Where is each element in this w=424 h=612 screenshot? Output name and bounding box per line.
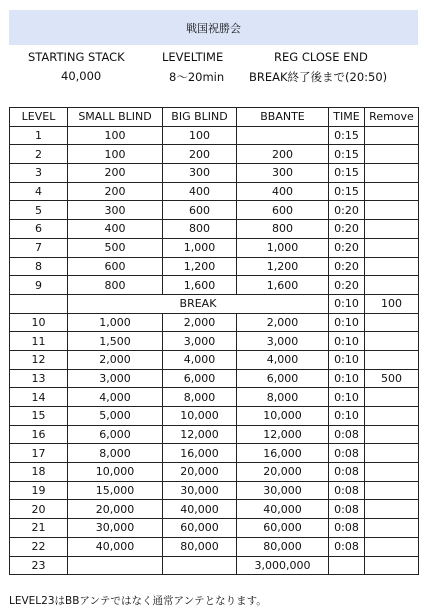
level-cell: 20 (10, 500, 68, 519)
table-row (10, 201, 419, 220)
remove-cell (365, 556, 419, 575)
table-row (10, 238, 419, 257)
bb-ante-cell: 20,000 (237, 463, 329, 482)
time-cell (329, 556, 365, 575)
remove-cell (365, 313, 419, 332)
table-row (10, 388, 419, 407)
small-blind-cell: 8,000 (68, 444, 163, 463)
table-header-row (10, 108, 419, 127)
level-cell: 15 (10, 407, 68, 426)
bb-ante-cell: 40,000 (237, 500, 329, 519)
table-row (10, 276, 419, 295)
footer-note: LEVEL23はBBアンテではなく通常アンテとなります。 (9, 595, 267, 607)
time-cell: 0:10 (329, 350, 365, 369)
time-cell: 0:10 (329, 407, 365, 426)
table-row (10, 145, 419, 164)
time-cell: 0:10 (329, 294, 365, 313)
level-cell: 10 (10, 313, 68, 332)
time-cell: 0:10 (329, 313, 365, 332)
small-blind-cell: 200 (68, 182, 163, 201)
level-cell: 11 (10, 332, 68, 351)
starting-stack-value: 40,000 (61, 69, 102, 83)
remove-cell (365, 182, 419, 201)
small-blind-cell: 200 (68, 164, 163, 183)
small-blind-cell: 3,000 (68, 369, 163, 388)
break-label-cell: BREAK (68, 294, 329, 313)
remove-cell (365, 500, 419, 519)
small-blind-cell (68, 556, 163, 575)
remove-cell (365, 350, 419, 369)
remove-cell (365, 201, 419, 220)
big-blind-cell: 1,000 (163, 238, 237, 257)
big-blind-cell: 800 (163, 220, 237, 239)
remove-cell (365, 407, 419, 426)
table-row (10, 481, 419, 500)
big-blind-cell: 8,000 (163, 388, 237, 407)
starting-stack-label: STARTING STACK (28, 50, 125, 64)
big-blind-cell: 6,000 (163, 369, 237, 388)
big-blind-cell: 20,000 (163, 463, 237, 482)
level-cell: 12 (10, 350, 68, 369)
remove-cell: 500 (365, 369, 419, 388)
remove-cell (365, 238, 419, 257)
time-cell: 0:15 (329, 145, 365, 164)
remove-cell (365, 463, 419, 482)
bb-ante-cell: 1,000 (237, 238, 329, 257)
column-header: BIG BLIND (163, 108, 237, 127)
time-cell: 0:08 (329, 500, 365, 519)
big-blind-cell: 400 (163, 182, 237, 201)
small-blind-cell: 4,000 (68, 388, 163, 407)
big-blind-cell: 40,000 (163, 500, 237, 519)
bb-ante-cell: 60,000 (237, 519, 329, 538)
remove-cell (365, 276, 419, 295)
time-cell: 0:20 (329, 257, 365, 276)
big-blind-cell: 1,200 (163, 257, 237, 276)
level-cell: 5 (10, 201, 68, 220)
time-cell: 0:08 (329, 444, 365, 463)
bb-ante-cell: 600 (237, 201, 329, 220)
remove-cell (365, 220, 419, 239)
level-cell: 23 (10, 556, 68, 575)
remove-cell (365, 444, 419, 463)
table-row (10, 500, 419, 519)
table-row (10, 407, 419, 426)
big-blind-cell: 30,000 (163, 481, 237, 500)
table-row (10, 425, 419, 444)
remove-cell (365, 126, 419, 145)
remove-cell (365, 425, 419, 444)
big-blind-cell: 1,600 (163, 276, 237, 295)
table-row (10, 519, 419, 538)
level-time-label: LEVELTIME (162, 50, 224, 64)
level-cell: 2 (10, 145, 68, 164)
level-cell: 13 (10, 369, 68, 388)
small-blind-cell: 30,000 (68, 519, 163, 538)
table-row (10, 350, 419, 369)
level-cell: 9 (10, 276, 68, 295)
small-blind-cell: 5,000 (68, 407, 163, 426)
level-cell: 4 (10, 182, 68, 201)
time-cell: 0:08 (329, 463, 365, 482)
big-blind-cell: 10,000 (163, 407, 237, 426)
table-row (10, 257, 419, 276)
small-blind-cell: 20,000 (68, 500, 163, 519)
bb-ante-cell: 12,000 (237, 425, 329, 444)
blind-table (9, 107, 419, 575)
time-cell: 0:15 (329, 126, 365, 145)
table-body (10, 126, 419, 575)
remove-cell (365, 537, 419, 556)
remove-cell (365, 257, 419, 276)
break-row (10, 294, 419, 313)
small-blind-cell: 500 (68, 238, 163, 257)
remove-cell: 100 (365, 294, 419, 313)
column-header: SMALL BLIND (68, 108, 163, 127)
table-row (10, 369, 419, 388)
small-blind-cell: 1,500 (68, 332, 163, 351)
small-blind-cell: 2,000 (68, 350, 163, 369)
time-cell: 0:20 (329, 276, 365, 295)
bb-ante-cell: 200 (237, 145, 329, 164)
level-cell: 1 (10, 126, 68, 145)
time-cell: 0:10 (329, 369, 365, 388)
reg-close-label: REG CLOSE END (274, 50, 368, 64)
big-blind-cell: 3,000 (163, 332, 237, 351)
page-title: 戦国祝勝会 (186, 21, 241, 35)
remove-cell (365, 164, 419, 183)
level-cell: 22 (10, 537, 68, 556)
big-blind-cell: 200 (163, 145, 237, 164)
time-cell: 0:08 (329, 481, 365, 500)
time-cell: 0:08 (329, 519, 365, 538)
time-cell: 0:15 (329, 164, 365, 183)
table-row (10, 126, 419, 145)
level-time-value: 8～20min (169, 70, 225, 84)
bb-ante-cell: 10,000 (237, 407, 329, 426)
bb-ante-cell: 8,000 (237, 388, 329, 407)
big-blind-cell: 80,000 (163, 537, 237, 556)
level-cell: 16 (10, 425, 68, 444)
big-blind-cell: 60,000 (163, 519, 237, 538)
big-blind-cell: 4,000 (163, 350, 237, 369)
small-blind-cell: 300 (68, 201, 163, 220)
bb-ante-cell: 1,200 (237, 257, 329, 276)
small-blind-cell: 800 (68, 276, 163, 295)
small-blind-cell: 100 (68, 145, 163, 164)
big-blind-cell: 100 (163, 126, 237, 145)
time-cell: 0:20 (329, 201, 365, 220)
level-cell: 7 (10, 238, 68, 257)
table-row (10, 164, 419, 183)
big-blind-cell: 600 (163, 201, 237, 220)
small-blind-cell: 600 (68, 257, 163, 276)
time-cell: 0:20 (329, 220, 365, 239)
table-row (10, 463, 419, 482)
bb-ante-cell: 300 (237, 164, 329, 183)
bb-ante-cell: 6,000 (237, 369, 329, 388)
table-row (10, 313, 419, 332)
column-header: TIME (329, 108, 365, 127)
bb-ante-cell (237, 126, 329, 145)
time-cell: 0:08 (329, 425, 365, 444)
small-blind-cell: 400 (68, 220, 163, 239)
reg-close-value: BREAK終了後まで(20:50) (249, 70, 388, 84)
level-cell: 19 (10, 481, 68, 500)
level-cell: 8 (10, 257, 68, 276)
remove-cell (365, 332, 419, 351)
level-cell: 17 (10, 444, 68, 463)
time-cell: 0:08 (329, 537, 365, 556)
table-row (10, 537, 419, 556)
small-blind-cell: 100 (68, 126, 163, 145)
bb-ante-cell: 800 (237, 220, 329, 239)
time-cell: 0:15 (329, 182, 365, 201)
small-blind-cell: 10,000 (68, 463, 163, 482)
small-blind-cell: 15,000 (68, 481, 163, 500)
level-cell: 3 (10, 164, 68, 183)
time-cell: 0:20 (329, 238, 365, 257)
time-cell: 0:10 (329, 332, 365, 351)
level-cell (10, 294, 68, 313)
bb-ante-cell: 30,000 (237, 481, 329, 500)
table-row (10, 182, 419, 201)
bb-ante-cell: 3,000,000 (237, 556, 329, 575)
big-blind-cell: 12,000 (163, 425, 237, 444)
remove-cell (365, 519, 419, 538)
bb-ante-cell: 4,000 (237, 350, 329, 369)
remove-cell (365, 388, 419, 407)
small-blind-cell: 40,000 (68, 537, 163, 556)
table-row (10, 220, 419, 239)
remove-cell (365, 145, 419, 164)
level-cell: 21 (10, 519, 68, 538)
bb-ante-cell: 400 (237, 182, 329, 201)
remove-cell (365, 481, 419, 500)
column-header: LEVEL (10, 108, 68, 127)
small-blind-cell: 6,000 (68, 425, 163, 444)
bb-ante-cell: 2,000 (237, 313, 329, 332)
big-blind-cell: 16,000 (163, 444, 237, 463)
table-row (10, 332, 419, 351)
table-row (10, 444, 419, 463)
big-blind-cell (163, 556, 237, 575)
bb-ante-cell: 1,600 (237, 276, 329, 295)
bb-ante-cell: 16,000 (237, 444, 329, 463)
big-blind-cell: 300 (163, 164, 237, 183)
table-row (10, 556, 419, 575)
title-banner (9, 10, 418, 45)
column-header: Remove (365, 108, 419, 127)
level-cell: 6 (10, 220, 68, 239)
big-blind-cell: 2,000 (163, 313, 237, 332)
time-cell: 0:10 (329, 388, 365, 407)
bb-ante-cell: 3,000 (237, 332, 329, 351)
level-cell: 14 (10, 388, 68, 407)
level-cell: 18 (10, 463, 68, 482)
column-header: BBANTE (237, 108, 329, 127)
bb-ante-cell: 80,000 (237, 537, 329, 556)
small-blind-cell: 1,000 (68, 313, 163, 332)
